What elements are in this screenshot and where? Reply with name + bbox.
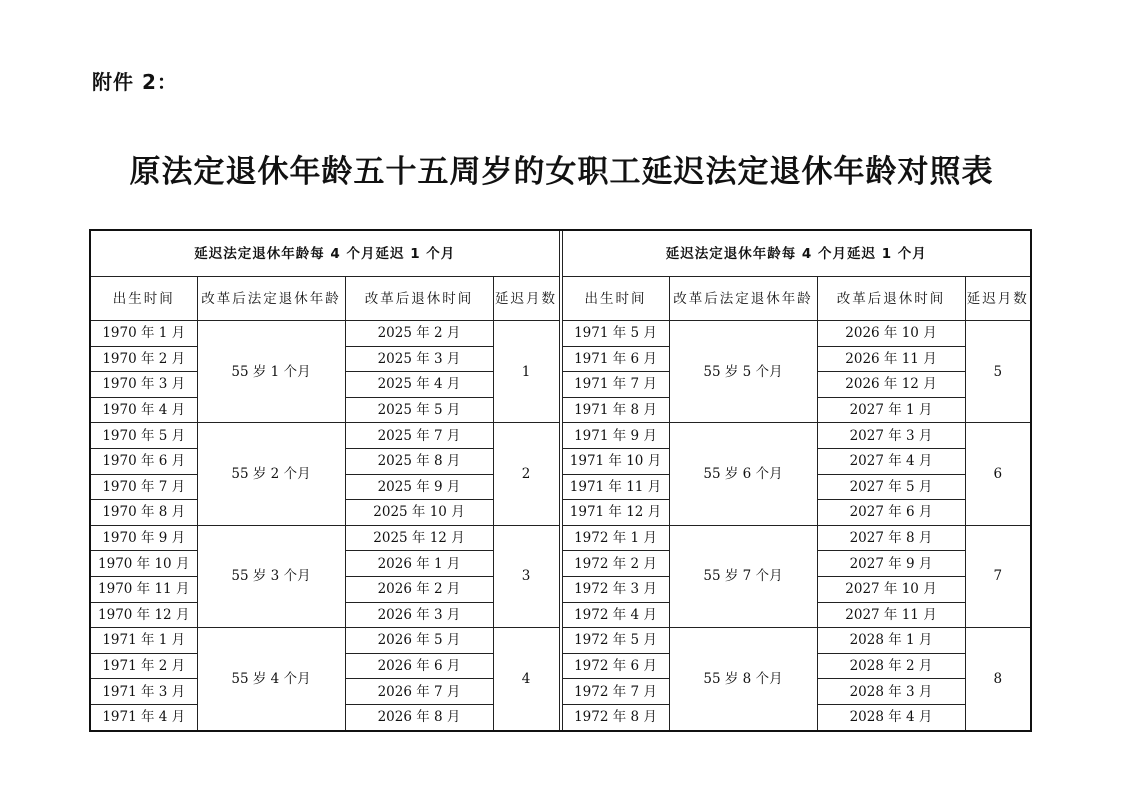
left-header-delay-months: 延迟月数 (493, 277, 559, 321)
right-birth-cell: 1971 年 7 月 (562, 372, 669, 398)
left-birth-cell: 1970 年 2 月 (90, 346, 197, 372)
right-birth-cell: 1972 年 2 月 (562, 551, 669, 577)
right-retire-time-cell: 2028 年 4 月 (817, 704, 965, 730)
right-birth-cell: 1972 年 3 月 (562, 576, 669, 602)
right-statutory-age-cell: 55 岁 8 个月 (669, 628, 817, 731)
right-retire-time-cell: 2028 年 3 月 (817, 679, 965, 705)
left-retire-time-cell: 2025 年 8 月 (345, 448, 493, 474)
left-retire-time-cell: 2025 年 3 月 (345, 346, 493, 372)
right-delay-months-cell: 5 (965, 321, 1031, 423)
right-delay-months-cell: 6 (965, 423, 1031, 525)
right-section-header: 延迟法定退休年龄每 4 个月延迟 1 个月 (562, 230, 1031, 277)
right-header-birth: 出生时间 (562, 277, 669, 321)
right-birth-cell: 1971 年 10 月 (562, 448, 669, 474)
left-retire-time-cell: 2025 年 4 月 (345, 372, 493, 398)
left-retire-time-cell: 2026 年 8 月 (345, 704, 493, 730)
left-birth-cell: 1970 年 4 月 (90, 397, 197, 423)
right-header-retire-time: 改革后退休时间 (817, 277, 965, 321)
right-retire-time-cell: 2027 年 11 月 (817, 602, 965, 628)
left-birth-cell: 1971 年 4 月 (90, 704, 197, 730)
left-birth-cell: 1970 年 5 月 (90, 423, 197, 449)
left-retire-time-cell: 2025 年 9 月 (345, 474, 493, 500)
left-retire-time-cell: 2026 年 7 月 (345, 679, 493, 705)
right-statutory-age-cell: 55 岁 5 个月 (669, 321, 817, 423)
left-retire-time-cell: 2026 年 3 月 (345, 602, 493, 628)
right-retire-time-cell: 2027 年 10 月 (817, 576, 965, 602)
right-birth-cell: 1971 年 8 月 (562, 397, 669, 423)
left-birth-cell: 1970 年 9 月 (90, 525, 197, 551)
right-header-delay-months: 延迟月数 (965, 277, 1031, 321)
left-statutory-age-cell: 55 岁 4 个月 (197, 628, 345, 731)
left-statutory-age-cell: 55 岁 3 个月 (197, 525, 345, 627)
left-retire-time-cell: 2025 年 7 月 (345, 423, 493, 449)
right-retire-time-cell: 2027 年 3 月 (817, 423, 965, 449)
left-delay-months-cell: 3 (493, 525, 559, 627)
right-retire-time-cell: 2028 年 2 月 (817, 653, 965, 679)
left-birth-cell: 1970 年 1 月 (90, 321, 197, 347)
right-retire-time-cell: 2026 年 10 月 (817, 321, 965, 347)
left-retire-time-cell: 2025 年 10 月 (345, 500, 493, 526)
right-birth-cell: 1972 年 4 月 (562, 602, 669, 628)
right-delay-months-cell: 7 (965, 525, 1031, 627)
right-retire-time-cell: 2026 年 12 月 (817, 372, 965, 398)
left-retire-time-cell: 2026 年 6 月 (345, 653, 493, 679)
right-birth-cell: 1972 年 7 月 (562, 679, 669, 705)
right-birth-cell: 1971 年 11 月 (562, 474, 669, 500)
right-retire-time-cell: 2027 年 1 月 (817, 397, 965, 423)
left-retire-time-cell: 2026 年 1 月 (345, 551, 493, 577)
left-birth-cell: 1970 年 6 月 (90, 448, 197, 474)
left-retire-time-cell: 2026 年 5 月 (345, 628, 493, 654)
left-birth-cell: 1970 年 3 月 (90, 372, 197, 398)
retirement-comparison-table (89, 229, 1032, 732)
right-statutory-age-cell: 55 岁 6 个月 (669, 423, 817, 525)
right-birth-cell: 1972 年 6 月 (562, 653, 669, 679)
left-section-header: 延迟法定退休年龄每 4 个月延迟 1 个月 (90, 230, 559, 277)
right-birth-cell: 1971 年 9 月 (562, 423, 669, 449)
page-title: 原法定退休年龄五十五周岁的女职工延迟法定退休年龄对照表 (129, 154, 994, 190)
left-birth-cell: 1970 年 10 月 (90, 551, 197, 577)
right-retire-time-cell: 2027 年 9 月 (817, 551, 965, 577)
right-retire-time-cell: 2026 年 11 月 (817, 346, 965, 372)
right-birth-cell: 1971 年 6 月 (562, 346, 669, 372)
left-birth-cell: 1970 年 11 月 (90, 576, 197, 602)
right-birth-cell: 1971 年 5 月 (562, 321, 669, 347)
right-retire-time-cell: 2027 年 6 月 (817, 500, 965, 526)
attachment-label: 附件 2： (92, 70, 178, 94)
right-birth-cell: 1971 年 12 月 (562, 500, 669, 526)
right-statutory-age-cell: 55 岁 7 个月 (669, 525, 817, 627)
right-retire-time-cell: 2027 年 8 月 (817, 525, 965, 551)
left-birth-cell: 1970 年 12 月 (90, 602, 197, 628)
left-header-retire-time: 改革后退休时间 (345, 277, 493, 321)
left-delay-months-cell: 2 (493, 423, 559, 525)
left-birth-cell: 1971 年 3 月 (90, 679, 197, 705)
left-retire-time-cell: 2025 年 5 月 (345, 397, 493, 423)
left-retire-time-cell: 2025 年 2 月 (345, 321, 493, 347)
left-delay-months-cell: 1 (493, 321, 559, 423)
right-retire-time-cell: 2027 年 4 月 (817, 448, 965, 474)
comparison-table-wrapper (89, 229, 1032, 732)
left-birth-cell: 1970 年 7 月 (90, 474, 197, 500)
left-retire-time-cell: 2026 年 2 月 (345, 576, 493, 602)
left-delay-months-cell: 4 (493, 628, 559, 731)
left-birth-cell: 1971 年 1 月 (90, 628, 197, 654)
right-retire-time-cell: 2027 年 5 月 (817, 474, 965, 500)
left-retire-time-cell: 2025 年 12 月 (345, 525, 493, 551)
right-birth-cell: 1972 年 5 月 (562, 628, 669, 654)
right-retire-time-cell: 2028 年 1 月 (817, 628, 965, 654)
left-statutory-age-cell: 55 岁 2 个月 (197, 423, 345, 525)
left-birth-cell: 1971 年 2 月 (90, 653, 197, 679)
left-header-statutory-age: 改革后法定退休年龄 (197, 277, 345, 321)
right-birth-cell: 1972 年 1 月 (562, 525, 669, 551)
left-statutory-age-cell: 55 岁 1 个月 (197, 321, 345, 423)
right-delay-months-cell: 8 (965, 628, 1031, 731)
left-birth-cell: 1970 年 8 月 (90, 500, 197, 526)
right-header-statutory-age: 改革后法定退休年龄 (669, 277, 817, 321)
left-header-birth: 出生时间 (90, 277, 197, 321)
right-birth-cell: 1972 年 8 月 (562, 704, 669, 730)
